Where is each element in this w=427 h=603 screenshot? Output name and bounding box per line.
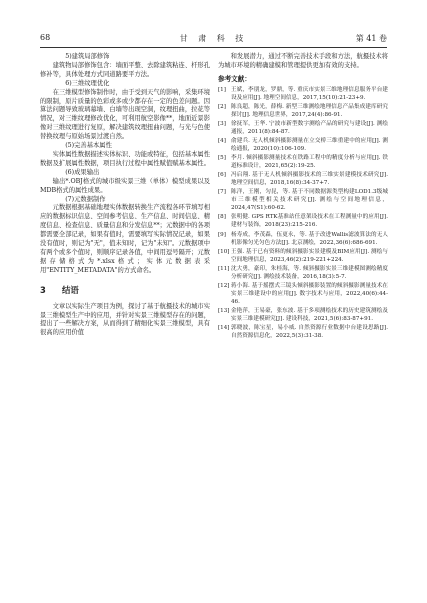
section-number: 3 (40, 284, 46, 295)
reference-item (218, 266, 388, 282)
subsection-heading: (5)完善基本属性 (65, 142, 112, 150)
conclusion-continued: 和发展潜力，通过不断完善技术手段和方法，航摄技术将为城市环境的精确建模和管理提供更加有效的支持。 (218, 53, 389, 69)
right-column (218, 53, 388, 342)
body-text (40, 53, 210, 276)
reference-number: [9] (218, 231, 226, 238)
page-header (40, 33, 387, 47)
reference-number: [4] (218, 138, 226, 145)
reference-number: [11] (218, 265, 230, 272)
reference-text: 郭晓波，陈宝星，易小威. 自然资源行业数据中台建设思路[J]. 自然资源信息化，2022,5(3):31-38. (231, 325, 388, 339)
reference-text: 冯启翔. 基于无人机倾斜摄影技术的三维实景建模技术研究[J]. 地理空间信息，2018,16(8):34-37+7. (231, 172, 388, 187)
volume-label: 第 41 卷 (355, 34, 387, 43)
reference-text: 金艳萍，王易豪，张东波. 基于多项测绘技术的历史建筑测绘及实景三维建模研究[J]. 建设科技，2021,5(6):83-87+91. (231, 307, 388, 322)
reference-number: [5] (218, 155, 226, 162)
conclusion-paragraph: 文章以实际生产项目为例，探讨了基于航摄技术的城市实景三维模型生产中的应用，并针对实景三维模型存在的问题，提出了一些解决方案，从而得到了精细化实景三维模型，具有很高的应用价值 (40, 302, 211, 337)
left-column (40, 53, 210, 338)
paragraph: 在三维模型修饰制作时，由于受到天气的影响，采集环境的限制，原片质量的色彩或多或少都存在一定的色差问题。因算法问题导致玻璃幕墙、白墙等出现空洞，纹理扭曲，拉花等情况，对三维纹理修改优化，可利用航空影像**，地面近景影像对三维纹理进行复原，解决建筑纹理扭曲问题，与光与色使替换纹理与原始场景过渡自然。 (40, 88, 211, 141)
reference-item (218, 214, 388, 230)
journal-title: 甘 肃 科 技 (179, 34, 248, 43)
subsection-heading: (6)成果输出 (65, 168, 100, 176)
subsection-heading: 6)三维纹理优化 (65, 79, 110, 87)
reference-number: [12] (218, 282, 230, 289)
section-title: 结语 (62, 284, 79, 295)
reference-text: 沈大勇，豪印，朱桂海，等. 倾斜摄影实景三维建模图测绘精度分析研究[J]. 测绘技术装备，2016,18(3):5-7. (231, 265, 388, 280)
reference-item (218, 138, 388, 154)
paragraph: 实体属性数据描述实体标识、功能或特征，包括基本属性数据及扩展属性数据，项目执行过程中属性赋值赋基本属性。 (40, 150, 211, 167)
reference-text: 徐抚军，王华. 宁波市新型数字测绘产品的研究与建设[J]. 测绘通报，2011(8):84-87. (231, 121, 388, 135)
reference-number: [8] (218, 214, 226, 221)
reference-item (218, 283, 388, 307)
reference-text: 张明健. GPS RTK基准站任意架设技术在工程测量中的应用[J]. 建材与装饰，2018(23):215-216. (231, 214, 388, 229)
reference-text: 王强. 基于已有资料的倾斜摄影实景建模及BIM应用[J]. 测绘与空间地理信息，2023,46(2):219-221+224. (231, 248, 388, 263)
paragraph: 输出*.OBJ格式的城市级实景三维（单体）模型成果以及MDB格式的属性成果。 (40, 177, 210, 194)
reference-number: [3] (218, 121, 226, 128)
reference-text: 陈良超，陈光，薛梅. 新型三维测绘地理信息产品集成建库研究探讨[J]. 地理信息世界，2017,24(4):86-91. (231, 103, 388, 118)
paragraph: 元数据根据基础地理实体数据转换生产流程各环节填写相应的数据标识信息、空间参考信息、生产信息、时间信息、精度信息、检查信息、质量信息和分发信息**；元数据中的各项都需要全部记录，如果有值时，需要填写实际情况记录，如果没有值时，则记为"无"，值未知时，记为"未知"。元数据项中有两个或多个值时，则顺序记录各值，中间用逗号隔开；元数据存储格式为*.xlsx格式；实体元数据表采用"ENTITY_METADATA"的方式命名。 (40, 204, 211, 274)
reference-item (218, 104, 388, 120)
reference-item (218, 232, 388, 248)
subsection-heading: (7)元数据制作 (65, 195, 106, 203)
reference-item (218, 172, 388, 188)
reference-number: [14] (218, 325, 230, 332)
header-rule (40, 47, 387, 48)
reference-number: [13] (218, 307, 230, 314)
reference-number: [6] (218, 172, 226, 179)
reference-text: 杨寿成，李茂森，伍更永，等. 基于改进Wallis滤波算法的无人机影像匀光匀色方法[J]. 北京测绘，2022,36(6):686-691. (231, 231, 388, 246)
reference-list (218, 87, 388, 341)
paragraph: 建筑物局部修饰包含：墙面平整、去除建筑粘连、杆形孔修补等，具体处理方式同道路要平方法。 (40, 61, 211, 78)
reference-item (218, 325, 388, 341)
reference-item (218, 87, 388, 103)
reference-item (218, 155, 388, 171)
subsection-heading: 5)建筑局部修饰 (65, 53, 110, 60)
references-heading: 参考文献： (218, 74, 251, 83)
page-number: 68 (40, 33, 51, 42)
reference-number: [7] (218, 189, 226, 196)
section-heading (40, 285, 210, 296)
reference-text: 李月. 倾斜摄影测量技术在铁路工程中的精度分析与应用[J]. 铁道标准设计，2021,65(2):19-25. (231, 155, 388, 170)
reference-item (218, 249, 388, 265)
reference-text: 俞建兵. 无人机倾斜摄影测量在立交桥三维重建中的应用[J]. 测绘通报，2020(10):106-109. (231, 138, 388, 153)
reference-number: [2] (218, 103, 226, 110)
reference-item (218, 121, 388, 137)
reference-item (218, 308, 388, 324)
reference-item (218, 189, 388, 213)
reference-text: 蒋小海. 基于摇摆式三镜头倾斜摄影装置的倾斜摄影测量技术在实景三维建设中的应用[J]. 数字技术与应用，2022,40(6):44-46. (231, 282, 388, 305)
reference-text: 王斌，李朋龙，罗鼎，等. 重庆市实景三维地理信息服务平台建设及应用[J]. 地理空间信息，2017,15(10):21-23+9. (231, 86, 388, 101)
reference-number: [10] (218, 248, 230, 255)
reference-text: 陈洋，王刚，匀昆，等. 基于不同数据源类型构建LOD1.3级城市三维模型相关技术研究[J]. 测绘与空间地理信息，2024,47(S1):60-62. (231, 189, 388, 212)
reference-number: [1] (218, 86, 226, 93)
